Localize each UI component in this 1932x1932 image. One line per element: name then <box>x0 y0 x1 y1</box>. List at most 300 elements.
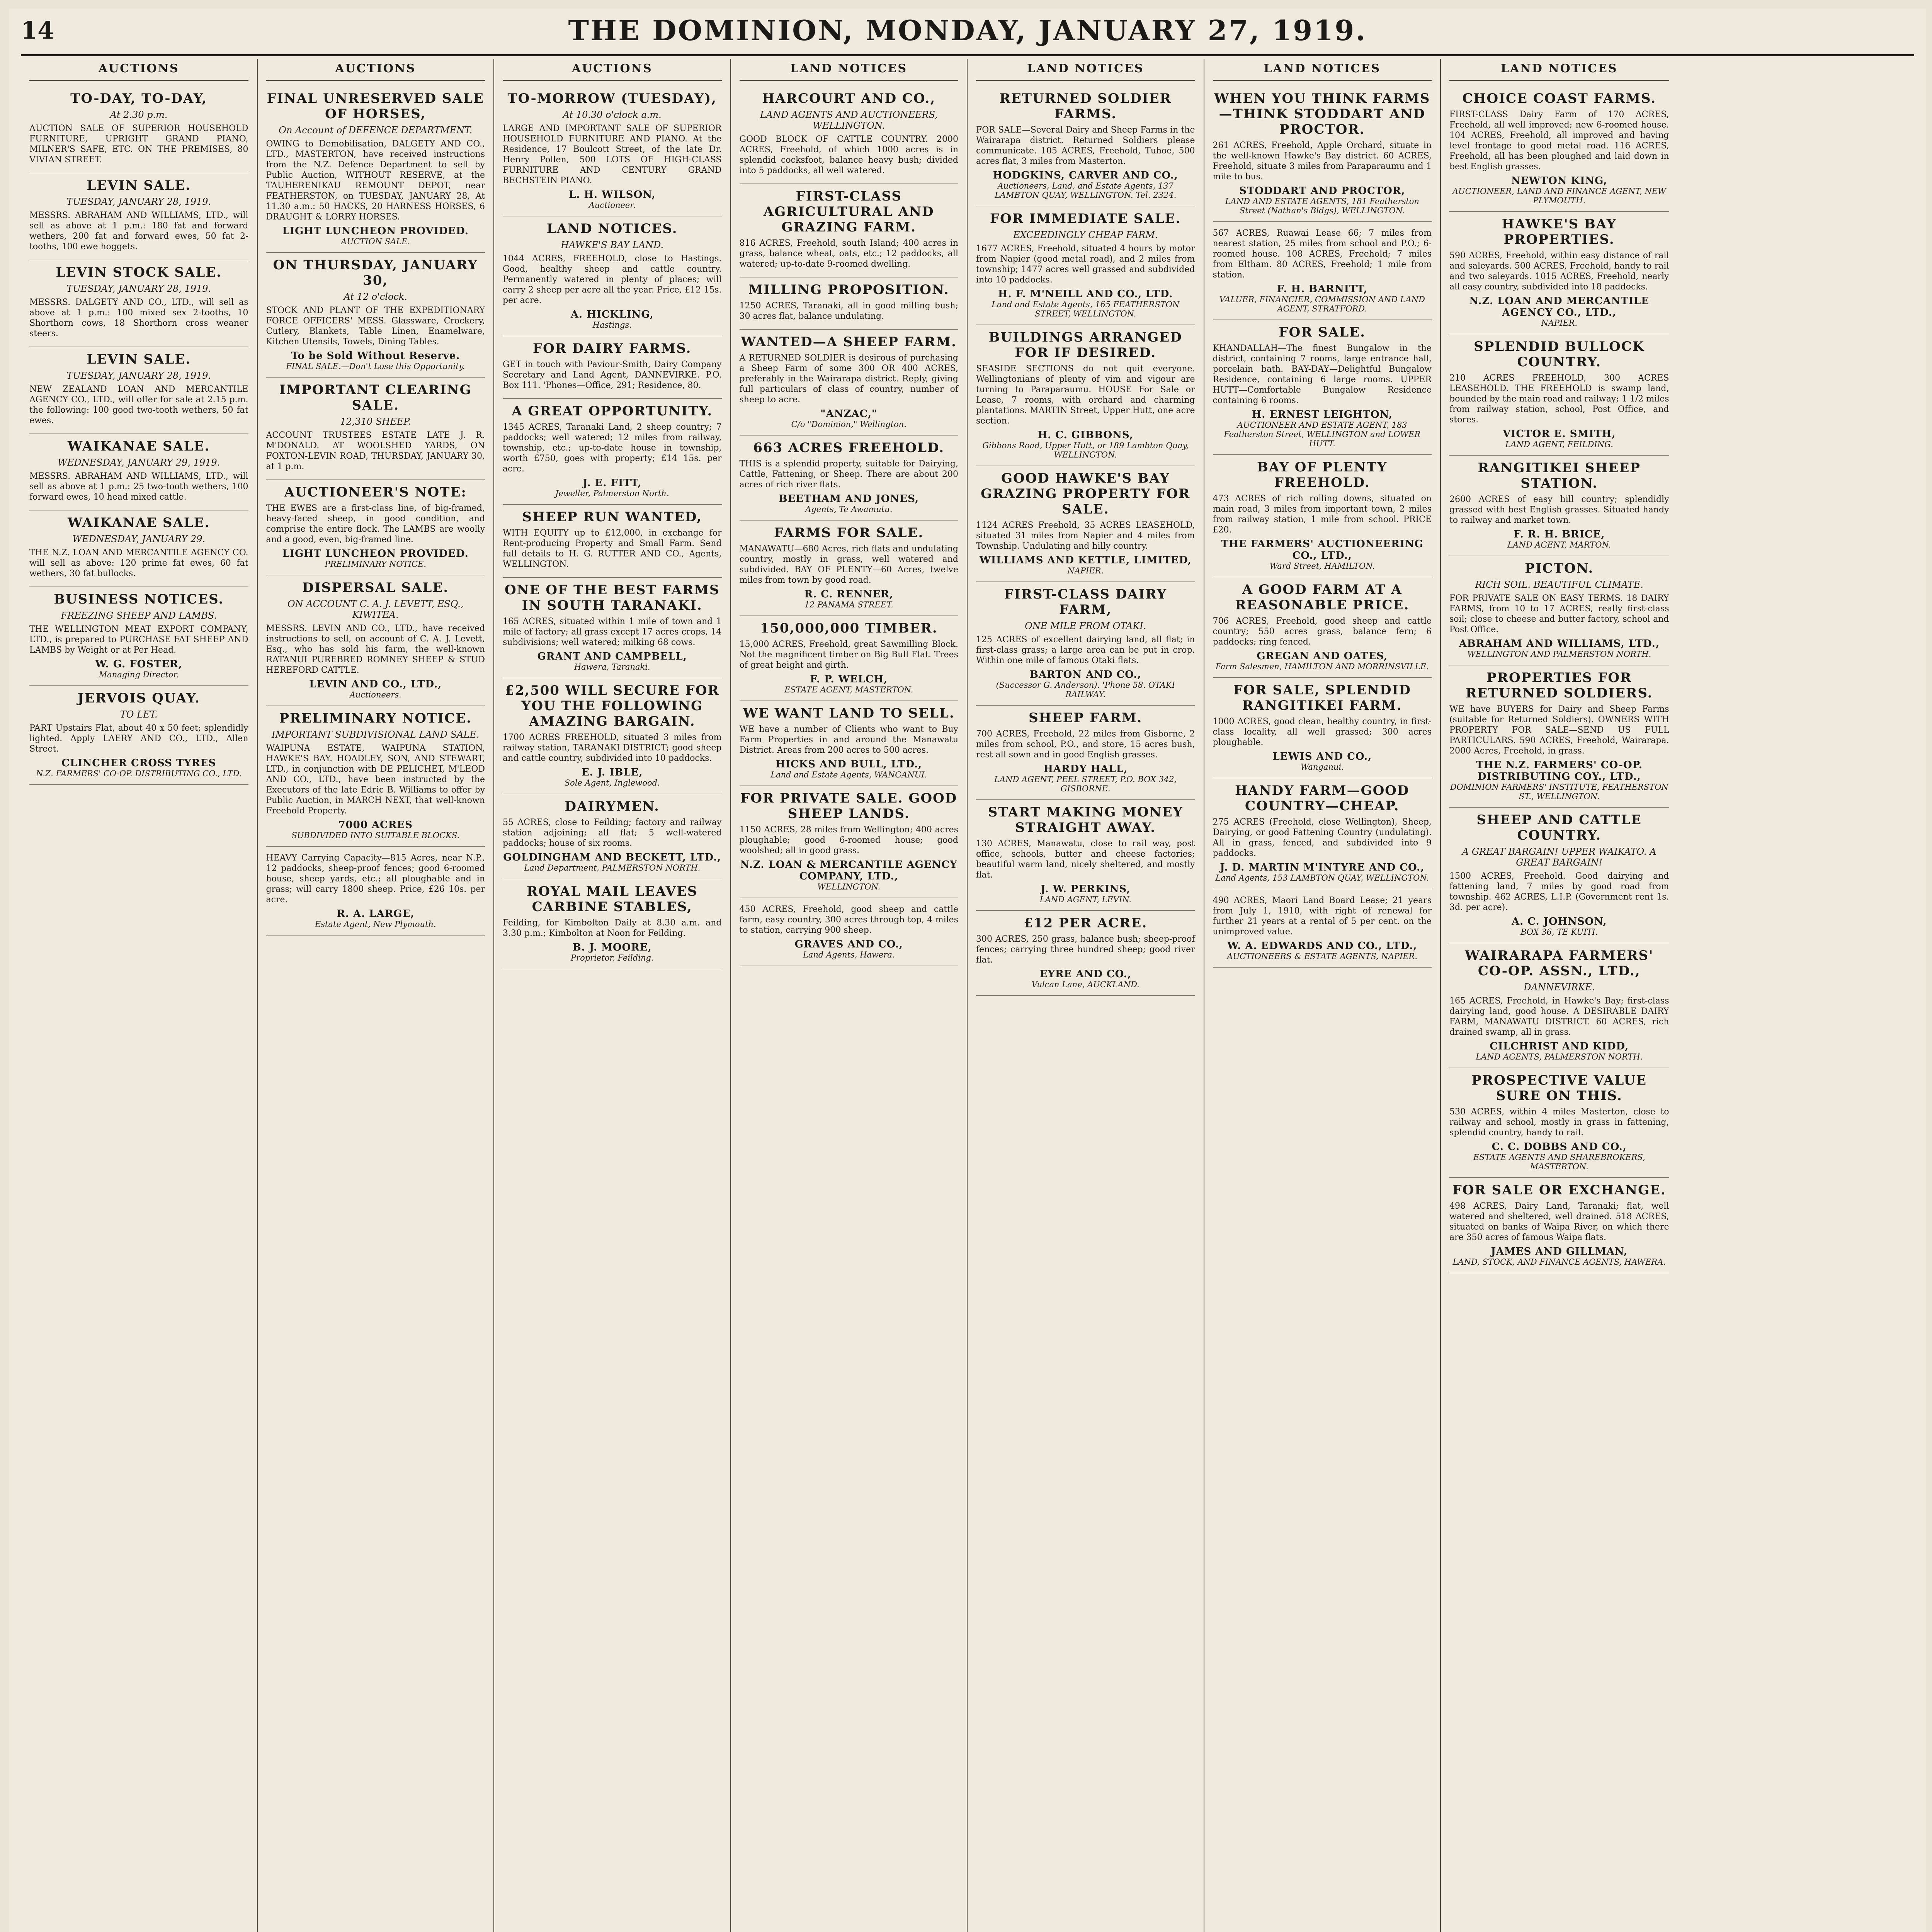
ad-subtitle: At 12 o'clock. <box>344 291 408 302</box>
ad-subtitle: On Account of DEFENCE DEPARTMENT. <box>279 125 473 136</box>
ad-body: FIRST-CLASS Dairy Farm of 170 ACRES, Freehold, all well improved; new 6-roomed house. 104 ACRES, Freehold, all improved and having level frontage to good metal road. 116 ACRES, Freehold, all has been ploughed and laid down in best English grasses. <box>1449 110 1669 172</box>
ad-agent: B. J. MOORE, <box>572 942 652 953</box>
advertisement <box>1213 778 1432 889</box>
advertisement <box>1449 86 1669 212</box>
ad-subtitle: WEDNESDAY, JANUARY 29, 1919. <box>58 457 220 468</box>
ad-agent: HICKS AND BULL, LTD., <box>776 759 922 770</box>
ad-address: Land and Estate Agents, 165 FEATHERSTON STREET, WELLINGTON. <box>992 300 1180 318</box>
ad-title: WAIRARAPA FARMERS' CO-OP. ASSN., LTD., <box>1465 948 1654 979</box>
advertisement <box>503 794 722 879</box>
ad-body: 15,000 ACRES, Freehold, great Sawmilling Block. Not the magnificent timber on Big Bull Flat. Trees of great height and girth. <box>739 639 958 670</box>
ad-body: 1124 ACRES Freehold, 35 ACRES LEASEHOLD, situated 31 miles from Napier and 4 miles from Township. Undulating and hilly country. <box>976 520 1195 551</box>
advertisement <box>1449 808 1669 943</box>
ad-title: SHEEP RUN WANTED, <box>522 509 702 525</box>
ad-agent: N.Z. LOAN AND MERCANTILE AGENCY CO., LTD., <box>1469 295 1650 318</box>
ad-address: Auctioneers. <box>349 690 401 699</box>
ad-agent: LIGHT LUNCHEON PROVIDED. <box>282 225 469 237</box>
ad-address: PRELIMINARY NOTICE. <box>325 560 427 569</box>
ad-subtitle: ON ACCOUNT C. A. J. LEVETT, ESQ., KIWITEA. <box>287 599 464 620</box>
ad-agent: E. J. IBLE, <box>581 767 643 778</box>
advertisement <box>29 173 248 260</box>
ad-subtitle: At 2.30 p.m. <box>110 109 168 120</box>
column-4 <box>731 59 968 1932</box>
ad-body: 275 ACRES (Freehold, close Wellington), Sheep, Dairying, or good Fattening Country (undulating). All in grass, fenced, and subdivided into 9 paddocks. <box>1213 817 1432 858</box>
advertisement <box>1213 455 1432 577</box>
advertisement <box>1449 665 1669 808</box>
advertisement <box>503 505 722 578</box>
column-1 <box>21 59 258 1932</box>
ad-address: LAND, STOCK, AND FINANCE AGENTS, HAWERA. <box>1452 1257 1666 1267</box>
advertisement <box>29 260 248 347</box>
advertisement <box>740 86 959 184</box>
advertisement <box>1213 222 1432 320</box>
ad-subtitle: 12,310 SHEEP. <box>340 416 411 427</box>
ad-agent: W. G. FOSTER, <box>95 658 182 670</box>
ad-body: WE have BUYERS for Dairy and Sheep Farms (suitable for Returned Soldiers). OWNERS WITH PROPERTY FOR SALE—SEND US FULL PARTICULARS. 590 ACRES, Freehold, Wairarapa. 2000 Acres, Freehold, in grass. <box>1449 704 1669 756</box>
advertisement <box>266 86 485 253</box>
ad-title: RANGITIKEI SHEEP STATION. <box>1478 460 1641 491</box>
advertisement <box>1213 577 1432 678</box>
ad-title: ON THURSDAY, JANUARY 30, <box>273 257 478 288</box>
ad-agent: H. ERNEST LEIGHTON, <box>1252 409 1393 420</box>
ad-address: Auctioneer. <box>588 201 636 210</box>
ad-body: THE N.Z. LOAN AND MERCANTILE AGENCY CO. will sell as above: 120 prime fat ewes, 60 fat wethers, 30 fat bullocks. <box>29 548 248 578</box>
ad-body: MESSRS. DALGETY AND CO., LTD., will sell as above at 1 p.m.: 100 mixed sex 2-tooths, 10 Shorthorn cows, 18 Shorthorn cross weaner steers. <box>29 298 248 338</box>
ad-subtitle: WEDNESDAY, JANUARY 29. <box>72 534 206 544</box>
ad-agent: R. A. LARGE, <box>337 908 415 920</box>
ad-address: Auctioneers, Land, and Estate Agents, 137 LAMBTON QUAY, WELLINGTON. Tel. 2324. <box>995 181 1177 200</box>
ad-agent: THE FARMERS' AUCTIONEERING CO., LTD., <box>1221 538 1423 561</box>
column-heading: AUCTIONS <box>266 59 485 81</box>
advertisement <box>266 847 485 935</box>
column-heading: LAND NOTICES <box>1449 59 1669 81</box>
ad-title: TO-DAY, TO-DAY, <box>70 91 207 106</box>
advertisement <box>976 706 1195 800</box>
advertisement <box>1213 320 1432 455</box>
ad-title: FOR DAIRY FARMS. <box>532 341 692 356</box>
ad-address: Ward Street, HAMILTON. <box>1269 561 1375 571</box>
ad-title: HARCOURT AND CO., <box>762 91 936 106</box>
advertisement <box>29 587 248 686</box>
ad-subtitle: TUESDAY, JANUARY 28, 1919. <box>66 370 211 381</box>
ad-subtitle: FREEZING SHEEP AND LAMBS. <box>61 610 217 621</box>
ad-agent: CLINCHER CROSS TYRES <box>61 757 216 769</box>
ad-address: Estate Agent, New Plymouth. <box>315 920 436 929</box>
ad-title: FOR SALE OR EXCHANGE. <box>1452 1182 1666 1198</box>
ad-title: FINAL UNRESERVED SALE OF HORSES, <box>267 91 484 122</box>
ad-address: Farm Salesmen, HAMILTON AND MORRINSVILLE. <box>1215 662 1429 671</box>
ad-body: 300 ACRES, 250 grass, balance bush; sheep-proof fences; carrying three hundred sheep; good river flat. <box>976 934 1195 965</box>
ad-agent: A. HICKLING, <box>570 309 654 320</box>
ad-agent: BARTON AND CO., <box>1029 669 1141 680</box>
ad-agent: J. W. PERKINS, <box>1041 883 1131 895</box>
ad-agent: GREGAN AND OATES, <box>1257 650 1388 662</box>
ad-agent: F. P. WELCH, <box>810 673 888 685</box>
ad-title: DISPERSAL SALE. <box>302 580 449 595</box>
column-6 <box>1204 59 1441 1932</box>
ad-address: AUCTION SALE. <box>341 237 410 246</box>
ad-address: AUCTIONEER AND ESTATE AGENT, 183 Featherston Street, WELLINGTON and LOWER HUTT. <box>1224 420 1421 448</box>
ad-address: NAPIER. <box>1541 318 1578 328</box>
advertisement <box>740 898 959 966</box>
advertisement <box>740 616 959 701</box>
ad-subtitle: ONE MILE FROM OTAKI. <box>1025 621 1146 631</box>
ad-title: LEVIN STOCK SALE. <box>56 265 222 280</box>
ad-body: 125 ACRES of excellent dairying land, all flat; in first-class grass; a large area can be put in crop. Within one mile of famous Otaki flats. <box>976 635 1195 665</box>
ad-title: BUILDINGS ARRANGED FOR IF DESIRED. <box>988 330 1182 361</box>
ad-address: FINAL SALE.—Don't Lose this Opportunity. <box>286 362 465 371</box>
advertisement <box>29 86 248 173</box>
advertisement <box>740 184 959 277</box>
ad-agent: R. C. RENNER, <box>804 588 893 600</box>
ad-agent: F. H. BARNITT, <box>1277 283 1367 295</box>
ad-title: FIRST-CLASS DAIRY FARM, <box>1004 587 1167 617</box>
ad-address: (Successor G. Anderson). 'Phone 58. OTAKI RAILWAY. <box>996 680 1175 699</box>
ad-agent: WILLIAMS AND KETTLE, LIMITED, <box>979 554 1192 566</box>
column-heading: LAND NOTICES <box>976 59 1195 81</box>
ad-body: 165 ACRES, situated within 1 mile of town and 1 mile of factory; all grass except 17 acres crops, 14 subdivisions; well watered; milking 68 cows. <box>503 617 722 647</box>
ad-title: 150,000,000 TIMBER. <box>760 621 938 636</box>
ad-title: HANDY FARM—GOOD COUNTRY—CHEAP. <box>1235 783 1410 814</box>
ad-address: Land Department, PALMERSTON NORTH. <box>524 863 701 872</box>
ad-address: VALUER, FINANCIER, COMMISSION AND LAND AGENT, STRATFORD. <box>1219 295 1425 313</box>
advertisement <box>503 578 722 678</box>
ad-agent: EYRE AND CO., <box>1039 968 1131 980</box>
ad-body: 1500 ACRES, Freehold. Good dairying and fattening land, 7 miles by good road from township. 462 ACRES, L.I.P. (Government rent 1s. 3d. per acre). <box>1449 871 1669 912</box>
ad-body: GOOD BLOCK OF CATTLE COUNTRY. 2000 ACRES, Freehold, of which 1000 acres is in splendid cocksfoot, balance heavy bush; divided into 5 paddocks, all well watered. <box>739 134 958 175</box>
ad-title: SPLENDID BULLOCK COUNTRY. <box>1474 339 1645 370</box>
ad-body: 1000 ACRES, good clean, healthy country, in first-class locality, all well grassed; 300 acres ploughable. <box>1213 717 1432 747</box>
ad-agent: H. C. GIBBONS, <box>1037 429 1133 441</box>
ad-body: 498 ACRES, Dairy Land, Taranaki; flat, well watered and sheltered, well drained. 518 ACRES, situated on banks of Waipa River, on which there are 350 acres of famous Waipa flats. <box>1449 1201 1669 1242</box>
ad-body: ACCOUNT TRUSTEES ESTATE LATE J. R. M'DONALD. AT WOOLSHED YARDS, ON FOXTON-LEVIN ROAD, THURSDAY, JANUARY 30, at 1 p.m. <box>266 430 485 471</box>
column-heading: AUCTIONS <box>503 59 722 81</box>
ad-agent: BEETHAM AND JONES, <box>779 493 919 505</box>
ad-agent: LEWIS AND CO., <box>1272 751 1372 762</box>
advertisement <box>503 336 722 399</box>
ad-address: LAND AGENT, MARTON. <box>1507 540 1611 549</box>
advertisement <box>503 879 722 969</box>
ad-agent: STODDART AND PROCTOR, <box>1239 185 1405 197</box>
ad-body: Feilding, for Kimbolton Daily at 8.30 a.m. and 3.30 p.m.; Kimbolton at Noon for Feilding. <box>503 918 722 938</box>
ad-title: £12 PER ACRE. <box>1024 915 1148 931</box>
masthead <box>21 9 1914 56</box>
ad-address: NAPIER. <box>1067 566 1104 575</box>
advertisement <box>29 510 248 587</box>
advertisement <box>976 86 1195 206</box>
advertisement <box>976 325 1195 466</box>
advertisement <box>1449 1178 1669 1273</box>
ad-title: FOR SALE. <box>1279 325 1366 340</box>
ad-title: JERVOIS QUAY. <box>77 690 200 706</box>
advertisement <box>29 686 248 785</box>
column-heading: LAND NOTICES <box>1213 59 1432 81</box>
columns <box>21 59 1914 1932</box>
ad-body: 2600 ACRES of easy hill country; splendidly grassed with best English grasses. Situated handy to railway and market town. <box>1449 495 1669 525</box>
ad-title: LEVIN SALE. <box>87 178 191 193</box>
column-heading: LAND NOTICES <box>740 59 959 81</box>
advertisement <box>1449 1068 1669 1178</box>
ad-address: C/o "Dominion," Wellington. <box>791 420 906 429</box>
ad-title: FOR SALE, SPLENDID RANGITIKEI FARM. <box>1233 682 1411 713</box>
ad-title: PROSPECTIVE VALUE SURE ON THIS. <box>1471 1073 1647 1104</box>
ad-body: 1044 ACRES, FREEHOLD, close to Hastings. Good, healthy sheep and cattle country. Permanently watered in plenty of places; will carry 2 sheep per acre all the year. Price, £12 15s. per acre. <box>503 254 722 305</box>
ad-address: WELLINGTON AND PALMERSTON NORTH. <box>1467 650 1651 659</box>
advertisement <box>1449 456 1669 556</box>
advertisement <box>976 582 1195 706</box>
advertisement <box>503 399 722 505</box>
ad-title: TO-MORROW (TUESDAY), <box>507 91 717 106</box>
ad-title: ONE OF THE BEST FARMS IN SOUTH TARANAKI. <box>504 582 720 613</box>
ad-title: WAIKANAE SALE. <box>67 515 210 531</box>
ad-body: 567 ACRES, Ruawai Lease 66; 7 miles from nearest station, 25 miles from school and P.O.; 6-roomed house. 108 ACRES, Freehold; 7 miles from Eltham. 80 ACRES, Freehold; 1 mile from station. <box>1213 228 1432 280</box>
advertisement <box>503 678 722 794</box>
column-heading: AUCTIONS <box>29 59 248 81</box>
ad-title: CHOICE COAST FARMS. <box>1462 91 1656 106</box>
ad-agent: H. F. M'NEILL AND CO., LTD. <box>998 288 1173 300</box>
ad-address: LAND AGENT, PEEL STREET, P.O. BOX 342, GISBORNE. <box>994 775 1177 793</box>
ad-body: 473 ACRES of rich rolling downs, situated on main road, 3 miles from important town, 2 miles from railway station, 1 mile from school. PRICE £20. <box>1213 494 1432 535</box>
ad-title: FOR IMMEDIATE SALE. <box>990 211 1181 226</box>
ad-address: N.Z. FARMERS' CO-OP. DISTRIBUTING CO., LTD. <box>36 769 242 778</box>
advertisement <box>976 911 1195 996</box>
ad-subtitle: EXCEEDINGLY CHEAP FARM. <box>1013 230 1158 240</box>
advertisement <box>740 435 959 520</box>
ad-title: WAIKANAE SALE. <box>67 439 210 454</box>
ad-address: Agents, Te Awamutu. <box>805 505 893 514</box>
ad-title: PROPERTIES FOR RETURNED SOLDIERS. <box>1465 670 1653 701</box>
ad-address: LAND AGENT, FEILDING. <box>1505 440 1613 449</box>
advertisement <box>266 706 485 847</box>
ad-title: BUSINESS NOTICES. <box>54 592 224 607</box>
ad-agent: GOLDINGHAM AND BECKETT, LTD., <box>503 852 721 863</box>
advertisement <box>29 347 248 434</box>
newspaper-page <box>9 9 1926 1932</box>
ad-title: FARMS FOR SALE. <box>774 525 924 541</box>
ad-body: 261 ACRES, Freehold, Apple Orchard, situate in the well-known Hawke's Bay district. 60 ACRES, Freehold, situate 3 miles from Paraparaumu and 1 mile to bus. <box>1213 141 1432 182</box>
ad-body: WE have a number of Clients who want to Buy Farm Properties in and around the Manawatu District. Areas from 200 acres to 500 acres. <box>739 724 958 755</box>
ad-body: 590 ACRES, Freehold, within easy distance of rail and saleyards. 500 ACRES, Freehold, handy to rail and two saleyards. 1015 ACRES, Freehold, nearly all easy country, subdivided into 18 paddocks. <box>1449 251 1669 292</box>
ad-body: THE EWES are a first-class line, of big-framed, heavy-faced sheep, in good condition, and comprise the entire flock. The LAMBS are woolly and a good, even, big-framed line. <box>266 503 485 544</box>
ad-body: NEW ZEALAND LOAN AND MERCANTILE AGENCY CO., LTD., will offer for sale at 2.15 p.m. the following: 100 good two-tooth wethers, 50 fat ewes. <box>29 384 248 425</box>
ad-body: 490 ACRES, Maori Land Board Lease; 21 years from July 1, 1910, with right of renewal for further 21 years at a rental of 5 per cent. on the unimproved value. <box>1213 896 1432 937</box>
ad-body: 165 ACRES, Freehold, in Hawke's Bay; first-class dairying land, good house. A DESIRABLE DAIRY FARM, MANAWATU DISTRICT. 60 ACRES, rich drained swamp, all in grass. <box>1449 996 1669 1037</box>
advertisement <box>266 253 485 378</box>
advertisement <box>740 330 959 435</box>
ad-agent: GRAVES AND CO., <box>794 939 903 950</box>
ad-address: Hastings. <box>592 320 632 330</box>
ad-body: HEAVY Carrying Capacity—815 Acres, near N.P., 12 paddocks, sheep-proof fences; good 6-roomed house, sheep yards, etc.; all ploughable and in grass; will carry 1800 sheep. Price, £26 10s. per acre. <box>266 853 485 905</box>
ad-agent: L. H. WILSON, <box>569 189 656 201</box>
ad-address: Hawera, Taranaki. <box>574 662 650 672</box>
page-title: THE DOMINION, MONDAY, JANUARY 27, 1919. <box>568 14 1367 47</box>
ad-agent: VICTOR E. SMITH, <box>1503 428 1616 440</box>
ad-body: GET in touch with Paviour-Smith, Dairy Company Secretary and Land Agent, DANNEVIRKE. P.O. Box 111. 'Phones—Office, 291; Residence, 80. <box>503 360 722 390</box>
ad-body: WITH EQUITY up to £12,000, in exchange for Rent-producing Property and Small Farm. Send full details to H. G. RUTTER AND CO., Agents, WELLINGTON. <box>503 528 722 569</box>
ad-title: HAWKE'S BAY PROPERTIES. <box>1502 216 1617 247</box>
ad-body: WAIPUNA ESTATE, WAIPUNA STATION, HAWKE'S BAY. HOADLEY, SON, AND STEWART, LTD., in conjunction with DE PELICHET, M'LEOD AND CO., LTD., have been instructed by the Executors of the late Edric B. Williams to offer by Public Auction, in MARCH NEXT, that well-known Freehold Property. <box>266 743 485 816</box>
advertisement <box>1449 943 1669 1068</box>
advertisement <box>266 575 485 706</box>
column-5 <box>968 59 1204 1932</box>
ad-body: SEASIDE SECTIONS do not quit everyone. Wellingtonians of plenty of vim and vigour are turning to Paraparaumu. HOUSE For Sale or Lease, 7 rooms, with orchard and charming plantations. MARTIN Street, Upper Hutt, one acre section. <box>976 364 1195 426</box>
ad-agent: THE N.Z. FARMERS' CO-OP. DISTRIBUTING COY., LTD., <box>1476 759 1643 782</box>
ad-title: RETURNED SOLDIER FARMS. <box>999 91 1172 122</box>
ad-body: PART Upstairs Flat, about 40 x 50 feet; splendidly lighted. Apply LAERY AND CO., LTD., Allen Street. <box>29 723 248 754</box>
ad-address: BOX 36, TE KUITI. <box>1520 927 1598 937</box>
ad-subtitle: At 10.30 o'clock a.m. <box>563 109 662 120</box>
ad-subtitle: HAWKE'S BAY LAND. <box>561 240 664 250</box>
ad-body: 55 ACRES, close to Feilding; factory and railway station adjoining; all flat; 5 well-watered paddocks; house of six rooms. <box>503 818 722 848</box>
advertisement <box>503 86 722 216</box>
ad-address: WELLINGTON. <box>817 882 881 891</box>
ad-subtitle: TUESDAY, JANUARY 28, 1919. <box>66 283 211 294</box>
advertisement <box>503 216 722 336</box>
advertisement <box>976 466 1195 582</box>
ad-address: LAND AND ESTATE AGENTS, 181 Featherston Street (Nathan's Bldgs), WELLINGTON. <box>1225 197 1419 215</box>
ad-address: LAND AGENT, LEVIN. <box>1039 895 1131 904</box>
ad-address: Land Agents, 153 LAMBTON QUAY, WELLINGTON. <box>1215 873 1429 883</box>
ad-title: LEVIN SALE. <box>87 352 191 367</box>
ad-agent: LIGHT LUNCHEON PROVIDED. <box>282 548 469 560</box>
advertisement <box>1213 678 1432 778</box>
ad-agent: J. D. MARTIN M'INTYRE AND CO., <box>1220 862 1425 873</box>
ad-body: FOR PRIVATE SALE ON EASY TERMS. 18 DAIRY FARMS, from 10 to 17 ACRES, really first-class soil; close to cheese and butter factory, school and Post Office. <box>1449 594 1669 634</box>
advertisement <box>740 786 959 898</box>
ad-body: 1150 ACRES, 28 miles from Wellington; 400 acres ploughable; good 6-roomed house; good woolshed; all in good grass. <box>739 825 958 855</box>
ad-body: 816 ACRES, Freehold, south Island; 400 acres in grass, balance wheat, oats, etc.; 12 paddocks, all watered; up-to-date 9-roomed dwelling. <box>739 238 958 269</box>
ad-body: 700 ACRES, Freehold, 22 miles from Gisborne, 2 miles from school, P.O., and store, 15 acres bush, rest all sown and in good English grasses. <box>976 729 1195 760</box>
ad-address: Proprietor, Feilding. <box>570 953 654 963</box>
ad-title: GOOD HAWKE'S BAY GRAZING PROPERTY FOR SALE. <box>981 471 1190 517</box>
ad-title: START MAKING MONEY STRAIGHT AWAY. <box>988 804 1183 835</box>
ad-address: AUCTIONEERS & ESTATE AGENTS, NAPIER. <box>1227 952 1418 961</box>
advertisement <box>1449 334 1669 456</box>
ad-title: PICTON. <box>1525 561 1594 576</box>
ad-body: MANAWATU—680 Acres, rich flats and undulating country, mostly in grass, well watered and subdivided. BAY OF PLENTY—60 Acres, twelve miles from town by good road. <box>739 544 958 585</box>
ad-body: 210 ACRES FREEHOLD, 300 ACRES LEASEHOLD. THE FREEHOLD is swamp land, bounded by the main road and railway; 1 1/2 miles from railway station, school, Post Office, and stores. <box>1449 373 1669 425</box>
ad-title: FIRST-CLASS AGRICULTURAL AND GRAZING FARM. <box>763 189 934 235</box>
ad-title: FOR PRIVATE SALE. GOOD SHEEP LANDS. <box>740 791 957 821</box>
ad-body: 530 ACRES, within 4 miles Masterton, close to railway and school, mostly in grass in fattening, splendid country, handy to rail. <box>1449 1107 1669 1138</box>
ad-body: 706 ACRES, Freehold, good sheep and cattle country; 550 acres grass, balance fern; 6 paddocks; ring fenced. <box>1213 616 1432 647</box>
ad-subtitle: A GREAT BARGAIN! UPPER WAIKATO. A GREAT BARGAIN! <box>1462 846 1656 868</box>
ad-title: WE WANT LAND TO SELL. <box>743 706 955 721</box>
ad-title: MILLING PROPOSITION. <box>748 282 949 298</box>
ad-body: THIS is a splendid property, suitable for Dairying, Cattle, Fattening, or Sheep. There are about 200 acres of rich river flats. <box>739 459 958 490</box>
advertisement <box>740 277 959 330</box>
ad-address: ESTATE AGENT, MASTERTON. <box>784 685 913 694</box>
advertisement <box>29 434 248 510</box>
advertisement <box>266 378 485 480</box>
ad-body: 1677 ACRES, Freehold, situated 4 hours by motor from Napier (good metal road), and 2 miles from township; 1477 acres well grassed and subdivided into 10 paddocks. <box>976 244 1195 285</box>
ad-title: AUCTIONEER'S NOTE: <box>284 485 467 500</box>
ad-body: MESSRS. LEVIN AND CO., LTD., have received instructions to sell, on account of C. A. J. Levett, Esq., who has sold his farm, the well-known RATANUI PUREBRED ROMNEY SHEEP & STUD HEREFORD CATTLE. <box>266 624 485 675</box>
ad-agent: JAMES AND GILLMAN, <box>1491 1246 1628 1257</box>
ad-address: SUBDIVIDED INTO SUITABLE BLOCKS. <box>291 831 460 840</box>
ad-address: AUCTIONEER, LAND AND FINANCE AGENT, NEW PLYMOUTH. <box>1452 187 1666 205</box>
ad-address: Wanganui. <box>1300 762 1344 772</box>
ad-subtitle: RICH SOIL. BEAUTIFUL CLIMATE. <box>1475 579 1643 590</box>
ad-subtitle: TUESDAY, JANUARY 28, 1919. <box>66 196 211 207</box>
ad-title: 663 ACRES FREEHOLD. <box>753 440 945 456</box>
ad-address: LAND AGENTS, PALMERSTON NORTH. <box>1476 1052 1643 1061</box>
ad-title: LAND NOTICES. <box>546 221 678 236</box>
ad-title: IMPORTANT CLEARING SALE. <box>279 382 472 413</box>
ad-address: Managing Director. <box>99 670 179 679</box>
ad-address: Jeweller, Palmerston North. <box>555 489 669 498</box>
column-3 <box>494 59 731 1932</box>
column-2 <box>258 59 495 1932</box>
ad-body: MESSRS. ABRAHAM AND WILLIAMS, LTD., will sell as above at 1 p.m.: 25 two-tooth wethers, 100 forward ewes, 10 head mixed cattle. <box>29 471 248 502</box>
ad-body: FOR SALE—Several Dairy and Sheep Farms in the Wairarapa district. Returned Soldiers please communicate. 105 ACRES, Freehold, Tuhoe, 500 acres flat, 3 miles from Masterton. <box>976 125 1195 166</box>
ad-title: PRELIMINARY NOTICE. <box>279 711 472 726</box>
advertisement <box>1213 889 1432 968</box>
ad-body: KHANDALLAH—The finest Bungalow in the district, containing 7 rooms, large entrance hall, porcelain bath. BAY-DAY—Delightful Bungalow Residence, containing 6 large rooms. UPPER HUTT—Comfortable Bungalow Residence containing 6 rooms. <box>1213 344 1432 405</box>
ad-body: 1700 ACRES FREEHOLD, situated 3 miles from railway station, TARANAKI DISTRICT; good sheep and cattle country, subdivided into 10 paddocks. <box>503 733 722 763</box>
ad-title: SHEEP FARM. <box>1029 710 1143 726</box>
ad-body: OWING to Demobilisation, DALGETY AND CO., LTD., MASTERTON, have received instructions from the N.Z. Defence Department to sell by Public Auction, WITHOUT RESERVE, at the TAUHERENIKAU REMOUNT DEPOT, near FEATHERSTON, on TUESDAY, JANUARY 28, At 11.30 a.m.: 50 HACKS, 20 HARNESS HORSES, 6 DRAUGHT & LORRY HORSES. <box>266 139 485 222</box>
ad-agent: W. A. EDWARDS AND CO., LTD., <box>1227 940 1417 952</box>
ad-address: Land and Estate Agents, WANGANUI. <box>770 770 927 779</box>
ad-subtitle: DANNEVIRKE. <box>1524 982 1595 993</box>
ad-agent: 7000 ACRES <box>338 819 413 831</box>
ad-agent: LEVIN AND CO., LTD., <box>309 679 442 690</box>
ad-body: 1345 ACRES, Taranaki Land, 2 sheep country; 7 paddocks; well watered; 12 miles from railway, township, etc.; up-to-date house in township, worth £750, goes with property; £14 15s. per acre. <box>503 422 722 474</box>
ad-agent: HARDY HALL, <box>1043 763 1128 775</box>
ad-title: DAIRYMEN. <box>565 799 660 814</box>
column-7 <box>1441 59 1678 1932</box>
advertisement <box>1213 86 1432 222</box>
advertisement <box>740 520 959 616</box>
ad-title: £2,500 WILL SECURE FOR YOU THE FOLLOWING AMAZING BARGAIN. <box>505 683 719 729</box>
ad-subtitle: IMPORTANT SUBDIVISIONAL LAND SALE. <box>271 729 480 740</box>
ad-agent: A. C. JOHNSON, <box>1512 916 1607 927</box>
ad-body: 1250 ACRES, Taranaki, all in good milling bush; 30 acres flat, balance undulating. <box>739 301 958 321</box>
ad-title: A GOOD FARM AT A REASONABLE PRICE. <box>1235 582 1410 613</box>
ad-title: WANTED—A SHEEP FARM. <box>741 334 957 350</box>
ad-address: Land Agents, Hawera. <box>803 950 895 959</box>
ad-address: DOMINION FARMERS' INSTITUTE, FEATHERSTON ST., WELLINGTON. <box>1450 782 1668 801</box>
ad-agent: CILCHRIST AND KIDD, <box>1490 1041 1629 1052</box>
page-number: 14 <box>21 16 54 44</box>
ad-body: 130 ACRES, Manawatu, close to rail way, post office, schools, butter and cheese factories; beautiful warm land, nicely sheltered, and mostly flat. <box>976 839 1195 880</box>
ad-address: Vulcan Lane, AUCKLAND. <box>1031 980 1139 989</box>
ad-subtitle: TO LET. <box>120 709 158 720</box>
ad-title: BAY OF PLENTY FREEHOLD. <box>1257 459 1388 490</box>
advertisement <box>740 701 959 786</box>
ad-body: A RETURNED SOLDIER is desirous of purchasing a Sheep Farm of some 300 OR 400 ACRES, preferably in the Wairarapa district. Reply, giving full particulars of class of country, number of sheep to acre. <box>739 353 958 405</box>
ad-address: ESTATE AGENTS AND SHAREBROKERS, MASTERTON. <box>1473 1153 1645 1171</box>
ad-agent: J. E. FITT, <box>583 477 642 489</box>
ad-agent: N.Z. LOAN & MERCANTILE AGENCY COMPANY, LTD., <box>740 859 957 882</box>
ad-agent: "ANZAC," <box>820 408 878 420</box>
ad-title: SHEEP AND CATTLE COUNTRY. <box>1476 812 1642 843</box>
ad-address: Sole Agent, Inglewood. <box>564 778 660 787</box>
advertisement <box>976 800 1195 911</box>
ad-address: 12 PANAMA STREET. <box>804 600 893 609</box>
ad-address: Gibbons Road, Upper Hutt, or 189 Lambton Quay, WELLINGTON. <box>982 441 1189 459</box>
advertisement <box>976 206 1195 325</box>
ad-agent: NEWTON KING, <box>1511 175 1607 187</box>
ad-title: A GREAT OPPORTUNITY. <box>512 403 713 419</box>
ad-body: 450 ACRES, Freehold, good sheep and cattle farm, easy country, 300 acres through top, 4 miles to station, carrying 900 sheep. <box>739 905 958 935</box>
ad-agent: F. R. H. BRICE, <box>1513 529 1605 540</box>
ad-title: ROYAL MAIL LEAVES CARBINE STABLES, <box>527 884 698 915</box>
advertisement <box>1449 556 1669 665</box>
ad-body: AUCTION SALE OF SUPERIOR HOUSEHOLD FURNITURE, UPRIGHT GRAND PIANO, MILNER'S SAFE, ETC. ON THE PREMISES, 80 VIVIAN STREET. <box>29 124 248 165</box>
ad-body: THE WELLINGTON MEAT EXPORT COMPANY, LTD., is prepared to PURCHASE FAT SHEEP AND LAMBS by Weight or at Per Head. <box>29 624 248 655</box>
